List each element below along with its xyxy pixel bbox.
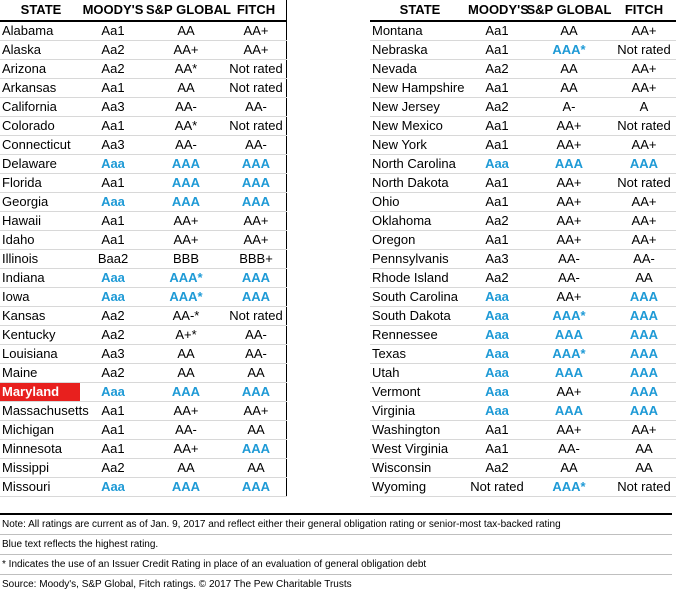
table-row xyxy=(0,41,676,60)
state-name: Pennsylvanis xyxy=(370,250,468,269)
state-name: California xyxy=(0,98,80,117)
state-name: Washington xyxy=(370,421,468,440)
fitch-rating: AA+ xyxy=(226,21,287,41)
moodys-rating: Aa1 xyxy=(468,174,526,193)
state-name: New Mexico xyxy=(370,117,468,136)
fitch-rating: AAA xyxy=(226,269,287,288)
fitch-rating: AA xyxy=(612,459,676,478)
state-name: Missippi xyxy=(0,459,80,478)
moodys-rating: Aa1 xyxy=(80,174,146,193)
moodys-rating: Aaa xyxy=(468,326,526,345)
sp-rating: AA+ xyxy=(526,212,612,231)
column-gap xyxy=(287,383,371,402)
fitch-rating: AA+ xyxy=(612,136,676,155)
state-name: Maine xyxy=(0,364,80,383)
fitch-rating: AAA xyxy=(612,345,676,364)
note-blue-text: Blue text reflects the highest rating. xyxy=(0,534,672,554)
column-gap xyxy=(287,60,371,79)
fitch-rating: AA xyxy=(612,440,676,459)
fitch-rating: Not rated xyxy=(226,307,287,326)
sp-rating: AA xyxy=(146,21,226,41)
moodys-rating: Aa1 xyxy=(468,193,526,212)
table-row xyxy=(0,212,676,231)
table-row xyxy=(0,326,676,345)
column-gap xyxy=(287,421,371,440)
moodys-rating: Aaa xyxy=(80,383,146,402)
state-name: Colorado xyxy=(0,117,80,136)
sp-rating: AA+ xyxy=(146,231,226,250)
sp-rating: AAA* xyxy=(146,288,226,307)
moodys-rating: Aaa xyxy=(468,155,526,174)
sp-rating: AA xyxy=(146,79,226,98)
state-name: Connecticut xyxy=(0,136,80,155)
fitch-rating: Not rated xyxy=(612,41,676,60)
fitch-rating: Not rated xyxy=(612,117,676,136)
moodys-rating: Aa3 xyxy=(80,345,146,364)
moodys-rating: Aa1 xyxy=(468,79,526,98)
moodys-rating: Aaa xyxy=(80,155,146,174)
sp-rating: AA xyxy=(526,459,612,478)
state-name: Michigan xyxy=(0,421,80,440)
moodys-rating: Aa1 xyxy=(80,231,146,250)
fitch-rating: AA xyxy=(612,269,676,288)
state-name: Wyoming xyxy=(370,478,468,497)
moodys-rating: Aa2 xyxy=(80,364,146,383)
sp-rating: AAA xyxy=(526,326,612,345)
table-row xyxy=(0,136,676,155)
sp-rating: AAA* xyxy=(526,345,612,364)
moodys-rating: Aa3 xyxy=(80,136,146,155)
fitch-rating: Not rated xyxy=(226,79,287,98)
sp-rating: A+* xyxy=(146,326,226,345)
table-row xyxy=(0,21,676,41)
state-name: Missouri xyxy=(0,478,80,497)
sp-rating: AA+ xyxy=(146,212,226,231)
column-gap xyxy=(287,193,371,212)
fitch-rating: AAA xyxy=(226,383,287,402)
table-row xyxy=(0,402,676,421)
column-gap xyxy=(287,269,371,288)
sp-rating: A- xyxy=(526,98,612,117)
column-gap xyxy=(287,155,371,174)
state-name: Minnesota xyxy=(0,440,80,459)
column-gap xyxy=(287,117,371,136)
note-source: Source: Moody's, S&P Global, Fitch ratings. © 2017 The Pew Charitable Trusts xyxy=(0,574,672,594)
column-gap xyxy=(287,288,371,307)
sp-rating: AA xyxy=(146,345,226,364)
sp-rating: AAA xyxy=(526,402,612,421)
sp-rating: AAA* xyxy=(146,269,226,288)
sp-rating: AA+ xyxy=(526,421,612,440)
column-gap xyxy=(287,364,371,383)
column-gap xyxy=(287,231,371,250)
moodys-rating: Aa1 xyxy=(80,21,146,41)
fitch-rating: AA- xyxy=(612,250,676,269)
fitch-rating: Not rated xyxy=(226,117,287,136)
state-name: Rhode Island xyxy=(370,269,468,288)
moodys-rating: Aaa xyxy=(80,478,146,497)
column-gap xyxy=(287,0,371,21)
fitch-rating: AA+ xyxy=(612,60,676,79)
header-sp-right: S&P GLOBAL xyxy=(526,0,612,21)
moodys-rating: Aa1 xyxy=(468,117,526,136)
state-name: Florida xyxy=(0,174,80,193)
sp-rating: AA xyxy=(146,364,226,383)
moodys-rating: Aa1 xyxy=(468,136,526,155)
sp-rating: AA- xyxy=(146,98,226,117)
column-gap xyxy=(287,41,371,60)
state-name: Utah xyxy=(370,364,468,383)
column-gap xyxy=(287,402,371,421)
fitch-rating: AAA xyxy=(226,193,287,212)
sp-rating: AA xyxy=(146,459,226,478)
moodys-rating: Aa3 xyxy=(80,98,146,117)
sp-rating: AA xyxy=(526,60,612,79)
notes-section xyxy=(0,513,672,594)
fitch-rating: AA+ xyxy=(612,79,676,98)
header-state-right: STATE xyxy=(370,0,468,21)
sp-rating: AAA xyxy=(526,155,612,174)
fitch-rating: AA+ xyxy=(226,212,287,231)
moodys-rating: Aa2 xyxy=(80,307,146,326)
table-row xyxy=(0,79,676,98)
header-moodys-left: MOODY'S xyxy=(80,0,146,21)
moodys-rating: Aa1 xyxy=(468,41,526,60)
state-name: Delaware xyxy=(0,155,80,174)
table-row xyxy=(0,117,676,136)
state-name: North Carolina xyxy=(370,155,468,174)
fitch-rating: AAA xyxy=(226,174,287,193)
table-row xyxy=(0,193,676,212)
sp-rating: AA+ xyxy=(526,383,612,402)
fitch-rating: AA+ xyxy=(612,193,676,212)
table-row xyxy=(0,288,676,307)
state-name: Louisiana xyxy=(0,345,80,364)
moodys-rating: Aa1 xyxy=(468,21,526,41)
table-row xyxy=(0,383,676,402)
table-row xyxy=(0,231,676,250)
column-gap xyxy=(287,98,371,117)
table-row xyxy=(0,60,676,79)
fitch-rating: AAA xyxy=(612,383,676,402)
sp-rating: AA+ xyxy=(526,193,612,212)
moodys-rating: Aa3 xyxy=(468,250,526,269)
state-name: Texas xyxy=(370,345,468,364)
sp-rating: AA+ xyxy=(526,288,612,307)
state-name: Maryland xyxy=(0,383,80,402)
column-gap xyxy=(287,174,371,193)
state-name: Wisconsin xyxy=(370,459,468,478)
state-name: Georgia xyxy=(0,193,80,212)
header-moodys-right: MOODY'S xyxy=(468,0,526,21)
fitch-rating: AA+ xyxy=(612,212,676,231)
sp-rating: AA+ xyxy=(526,174,612,193)
fitch-rating: BBB+ xyxy=(226,250,287,269)
fitch-rating: AA xyxy=(226,459,287,478)
moodys-rating: Aa2 xyxy=(468,269,526,288)
state-name: Arkansas xyxy=(0,79,80,98)
moodys-rating: Aa1 xyxy=(468,231,526,250)
state-name: Arizona xyxy=(0,60,80,79)
state-name: Hawaii xyxy=(0,212,80,231)
header-row xyxy=(0,0,676,21)
table-row xyxy=(0,459,676,478)
table-row xyxy=(0,421,676,440)
state-name: Iowa xyxy=(0,288,80,307)
state-name: Oregon xyxy=(370,231,468,250)
sp-rating: AA+ xyxy=(526,136,612,155)
state-name: New York xyxy=(370,136,468,155)
fitch-rating: AA- xyxy=(226,136,287,155)
moodys-rating: Aa2 xyxy=(80,326,146,345)
moodys-rating: Aaa xyxy=(468,307,526,326)
moodys-rating: Aa1 xyxy=(80,421,146,440)
moodys-rating: Baa2 xyxy=(80,250,146,269)
moodys-rating: Aa2 xyxy=(468,212,526,231)
column-gap xyxy=(287,136,371,155)
state-name: West Virginia xyxy=(370,440,468,459)
sp-rating: AA+ xyxy=(526,231,612,250)
table-row xyxy=(0,345,676,364)
sp-rating: AA+ xyxy=(146,41,226,60)
moodys-rating: Aa2 xyxy=(80,459,146,478)
fitch-rating: AA xyxy=(226,421,287,440)
moodys-rating: Aa2 xyxy=(80,41,146,60)
fitch-rating: A xyxy=(612,98,676,117)
moodys-rating: Aaa xyxy=(468,288,526,307)
state-name: Oklahoma xyxy=(370,212,468,231)
sp-rating: AAA xyxy=(146,193,226,212)
state-name: South Carolina xyxy=(370,288,468,307)
fitch-rating: AA+ xyxy=(226,402,287,421)
fitch-rating: AAA xyxy=(612,402,676,421)
sp-rating: AA* xyxy=(146,60,226,79)
moodys-rating: Aaa xyxy=(468,402,526,421)
moodys-rating: Aa1 xyxy=(468,421,526,440)
moodys-rating: Aa2 xyxy=(468,60,526,79)
column-gap xyxy=(287,440,371,459)
moodys-rating: Aaa xyxy=(80,193,146,212)
fitch-rating: AAA xyxy=(612,307,676,326)
moodys-rating: Aaa xyxy=(80,288,146,307)
sp-rating: AA- xyxy=(146,136,226,155)
fitch-rating: AAA xyxy=(226,155,287,174)
fitch-rating: AA- xyxy=(226,98,287,117)
sp-rating: AAA* xyxy=(526,478,612,497)
fitch-rating: AA- xyxy=(226,345,287,364)
column-gap xyxy=(287,345,371,364)
sp-rating: AA- xyxy=(146,421,226,440)
fitch-rating: AAA xyxy=(612,155,676,174)
column-gap xyxy=(287,79,371,98)
sp-rating: AAA xyxy=(526,364,612,383)
header-sp-left: S&P GLOBAL xyxy=(146,0,226,21)
state-name: South Dakota xyxy=(370,307,468,326)
state-name: Kansas xyxy=(0,307,80,326)
sp-rating: AA xyxy=(526,79,612,98)
fitch-rating: AAA xyxy=(612,326,676,345)
moodys-rating: Aaa xyxy=(80,269,146,288)
column-gap xyxy=(287,212,371,231)
moodys-rating: Aa1 xyxy=(80,440,146,459)
table-row xyxy=(0,250,676,269)
column-gap xyxy=(287,307,371,326)
state-name: Vermont xyxy=(370,383,468,402)
moodys-rating: Aaa xyxy=(468,345,526,364)
sp-rating: AAA xyxy=(146,383,226,402)
note-ratings-date: Note: All ratings are current as of Jan. 9, 2017 and reflect either their general obligation rating or senior-most tax-backed rating xyxy=(0,513,672,534)
fitch-rating: Not rated xyxy=(612,478,676,497)
sp-rating: AA xyxy=(526,21,612,41)
header-fitch-right: FITCH xyxy=(612,0,676,21)
fitch-rating: AAA xyxy=(226,478,287,497)
sp-rating: AAA xyxy=(146,155,226,174)
table-row xyxy=(0,174,676,193)
column-gap xyxy=(287,21,371,41)
moodys-rating: Aa2 xyxy=(468,98,526,117)
state-name: Montana xyxy=(370,21,468,41)
state-name: New Hampshire xyxy=(370,79,468,98)
state-name: Nevada xyxy=(370,60,468,79)
sp-rating: AA+ xyxy=(146,402,226,421)
moodys-rating: Aaa xyxy=(468,383,526,402)
column-gap xyxy=(287,250,371,269)
fitch-rating: AA+ xyxy=(612,421,676,440)
sp-rating: AA- xyxy=(526,440,612,459)
moodys-rating: Aa1 xyxy=(468,440,526,459)
sp-rating: AA* xyxy=(146,117,226,136)
table-row xyxy=(0,155,676,174)
table-row xyxy=(0,98,676,117)
state-name: Illinois xyxy=(0,250,80,269)
moodys-rating: Aa2 xyxy=(80,60,146,79)
header-fitch-left: FITCH xyxy=(226,0,287,21)
sp-rating: AA-* xyxy=(146,307,226,326)
moodys-rating: Not rated xyxy=(468,478,526,497)
column-gap xyxy=(287,478,371,497)
state-name: North Dakota xyxy=(370,174,468,193)
fitch-rating: Not rated xyxy=(226,60,287,79)
state-name: New Jersey xyxy=(370,98,468,117)
state-name: Massachusetts xyxy=(0,402,80,421)
fitch-rating: AAA xyxy=(226,440,287,459)
table-row xyxy=(0,440,676,459)
fitch-rating: AAA xyxy=(226,288,287,307)
state-name: Virginia xyxy=(370,402,468,421)
fitch-rating: Not rated xyxy=(612,174,676,193)
sp-rating: AA+ xyxy=(526,117,612,136)
sp-rating: AA- xyxy=(526,269,612,288)
note-asterisk: * Indicates the use of an Issuer Credit Rating in place of an evaluation of general obligation debt xyxy=(0,554,672,574)
fitch-rating: AAA xyxy=(612,288,676,307)
sp-rating: AAA* xyxy=(526,41,612,60)
state-name: Idaho xyxy=(0,231,80,250)
fitch-rating: AA+ xyxy=(612,231,676,250)
sp-rating: AAA xyxy=(146,174,226,193)
state-name: Ohio xyxy=(370,193,468,212)
moodys-rating: Aa1 xyxy=(80,117,146,136)
state-name: Rennessee xyxy=(370,326,468,345)
moodys-rating: Aa2 xyxy=(468,459,526,478)
fitch-rating: AA- xyxy=(226,326,287,345)
fitch-rating: AAA xyxy=(612,364,676,383)
fitch-rating: AA xyxy=(226,364,287,383)
state-name: Kentucky xyxy=(0,326,80,345)
state-name: Alabama xyxy=(0,21,80,41)
moodys-rating: Aa1 xyxy=(80,402,146,421)
table-row xyxy=(0,364,676,383)
moodys-rating: Aa1 xyxy=(80,212,146,231)
column-gap xyxy=(287,459,371,478)
column-gap xyxy=(287,326,371,345)
state-name: Alaska xyxy=(0,41,80,60)
header-state-left: STATE xyxy=(0,0,80,21)
state-name: Nebraska xyxy=(370,41,468,60)
sp-rating: AAA xyxy=(146,478,226,497)
fitch-rating: AA+ xyxy=(226,41,287,60)
fitch-rating: AA+ xyxy=(226,231,287,250)
table-row xyxy=(0,269,676,288)
sp-rating: AAA* xyxy=(526,307,612,326)
table-row xyxy=(0,478,676,497)
table-row xyxy=(0,307,676,326)
sp-rating: BBB xyxy=(146,250,226,269)
sp-rating: AA+ xyxy=(146,440,226,459)
sp-rating: AA- xyxy=(526,250,612,269)
moodys-rating: Aaa xyxy=(468,364,526,383)
moodys-rating: Aa1 xyxy=(80,79,146,98)
state-name: Indiana xyxy=(0,269,80,288)
fitch-rating: AA+ xyxy=(612,21,676,41)
